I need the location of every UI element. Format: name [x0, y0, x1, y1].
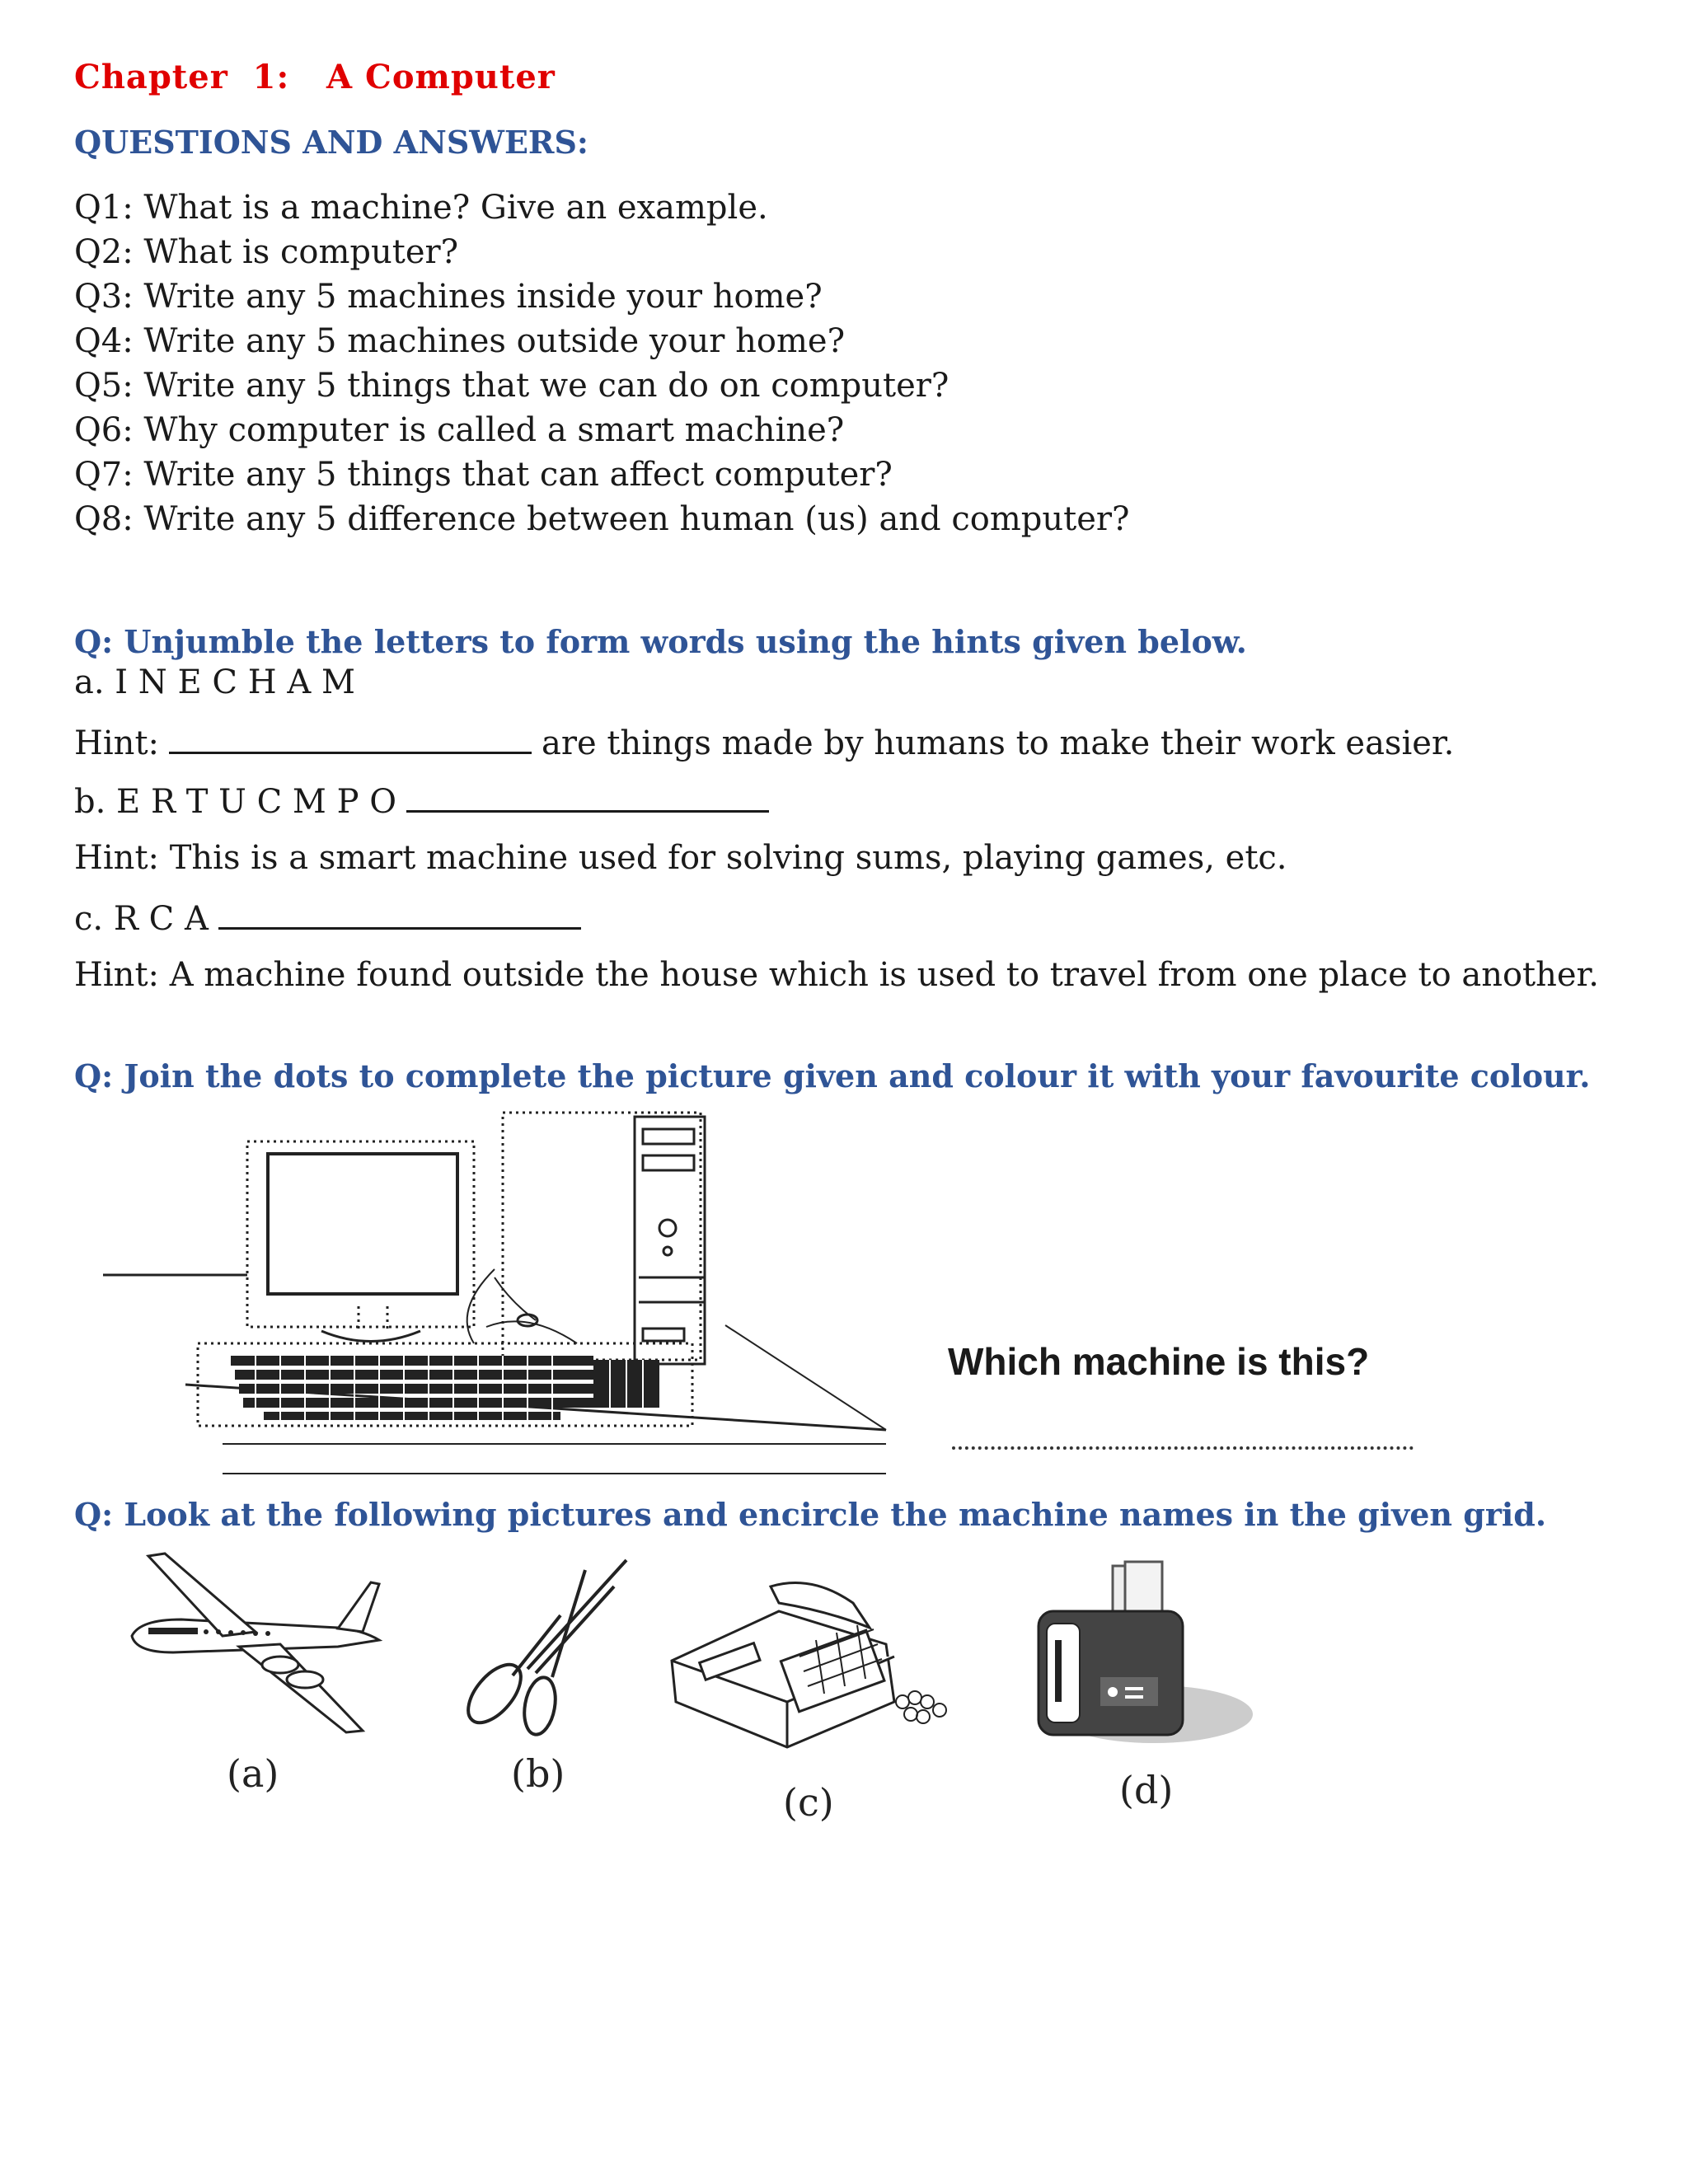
question-item: Q4: Write any 5 machines outside your home?: [74, 322, 846, 360]
which-machine-question: Which machine is this?: [948, 1340, 1370, 1383]
picture-label-d: (d): [1119, 1768, 1174, 1812]
dots-heading: Q: Join the dots to complete the picture given and colour it with your favourite colour.: [74, 1057, 1591, 1094]
question-item: Q8: Write any 5 difference between human (us) and computer?: [74, 500, 1130, 538]
unjumble-c-hint: Hint: A machine found outside the house which is used to travel from one place to another.: [74, 956, 1599, 994]
unjumble-a-letters: a. I N E C H A M: [74, 663, 355, 701]
unjumble-c-line: [74, 898, 591, 938]
picture-label-b: (b): [511, 1751, 565, 1796]
scissors-icon: [437, 1554, 635, 1739]
answer-blank-a[interactable]: [169, 722, 532, 754]
chapter-title: Chapter 1: A Computer: [74, 58, 556, 96]
grid-heading: Q: Look at the following pictures and encircle the machine names in the given grid.: [74, 1496, 1547, 1533]
unjumble-heading: Q: Unjumble the letters to form words using the hints given below.: [74, 623, 1247, 660]
toaster-icon: [1030, 1562, 1261, 1751]
unjumble-b-line: [74, 780, 779, 821]
picture-label-a: (a): [227, 1751, 279, 1796]
airplane-icon: [115, 1549, 387, 1739]
dot-computer-picture: [99, 1104, 923, 1492]
telephone-icon: [663, 1578, 960, 1751]
answer-blank-b[interactable]: [406, 780, 769, 813]
question-item: Q2: What is computer?: [74, 233, 459, 271]
qa-heading: QUESTIONS AND ANSWERS:: [74, 124, 588, 161]
answer-blank-c[interactable]: [218, 898, 581, 930]
unjumble-a-hint: [74, 722, 1454, 762]
question-item: Q7: Write any 5 things that can affect computer?: [74, 456, 893, 494]
unjumble-c-letters: c. R C A: [74, 900, 209, 938]
hint-suffix: are things made by humans to make their work easier.: [542, 724, 1455, 762]
which-machine-answer-line[interactable]: [952, 1446, 1414, 1450]
question-item: Q3: Write any 5 machines inside your home?: [74, 278, 823, 316]
question-item: Q5: Write any 5 things that we can do on computer?: [74, 367, 950, 405]
hint-prefix: Hint:: [74, 724, 159, 762]
question-item: Q6: Why computer is called a smart machine?: [74, 411, 845, 449]
unjumble-b-hint: Hint: This is a smart machine used for solving sums, playing games, etc.: [74, 839, 1287, 877]
unjumble-b-letters: b. E R T U C M P O: [74, 783, 397, 821]
question-list: [74, 185, 1129, 541]
picture-label-c: (c): [783, 1780, 834, 1825]
question-item: Q1: What is a machine? Give an example.: [74, 189, 768, 227]
